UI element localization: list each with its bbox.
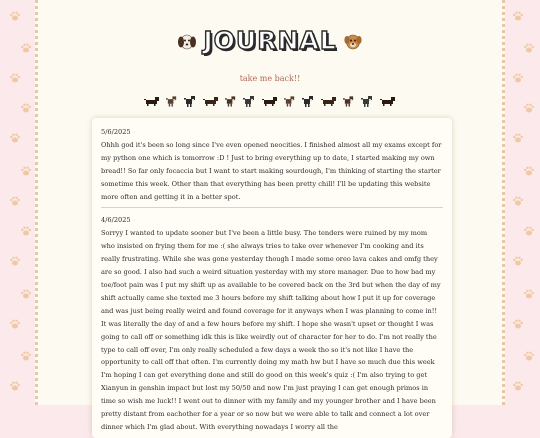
paw-print-icon	[523, 225, 535, 237]
dog-pixel-icon	[343, 95, 355, 107]
paw-print-icon	[9, 132, 21, 144]
dog-pixel-icon	[380, 95, 396, 107]
dog-pixel-icon	[203, 95, 219, 107]
journal-header	[38, 26, 502, 55]
dog-pixel-icon	[166, 95, 178, 107]
paw-print-icon	[523, 102, 535, 114]
journal-entry	[101, 126, 443, 203]
entry-date: 5/6/2025	[101, 128, 131, 136]
paw-print-icon	[523, 288, 535, 300]
paw-print-icon	[512, 132, 524, 144]
entry-date: 4/6/2025	[101, 216, 131, 225]
dog-pixel-icon	[262, 95, 278, 107]
dog-pixel-icon	[321, 95, 337, 107]
back-link[interactable]: take me back!!	[239, 74, 301, 83]
paw-print-icon	[9, 10, 21, 22]
dog-pixel-icon	[284, 95, 296, 107]
page-title: JOURNAL	[203, 26, 337, 55]
paw-print-icon	[20, 42, 32, 54]
journal-entries-card	[92, 118, 452, 438]
dog-pixel-icon	[243, 95, 256, 107]
paw-print-icon	[512, 10, 524, 22]
paw-print-icon	[512, 318, 524, 330]
paw-print-icon	[9, 380, 21, 392]
entry-body: Ohhh god it's been so long since I've even opened neocities. I finished almost all my exams except for my python one which is tomorrow :D ! Just to bring everything up to date, I started making my own bread!! So far only focaccia but I want to start making sourdough, I'm thinking of starting the starter sometime this week. Other than that everything has been pretty chill! I'll be updating this website more often and getting it in a better spot.	[101, 140, 442, 201]
paw-print-icon	[20, 288, 32, 300]
paw-print-icon	[512, 195, 524, 207]
paw-print-icon	[20, 165, 32, 177]
dog-head-icon	[343, 31, 363, 51]
paw-print-icon	[20, 225, 32, 237]
dog-pixel-icon	[184, 95, 197, 107]
paw-print-icon	[20, 350, 32, 362]
entry-body: Sorryy I wanted to update sooner but I've been a little busy. The tenders were ruined by my mom who insisted on frying them for me :( she always tries to take over whenever I'm cooking and its really frustrating. While she was gone yesterday though I made some oreo lava cakes and omfg they are so good. I also had such a weird situation yesterday with my store manager. Due to how bad my toe/foot pain was I put my shift up as available to be covered back on the 3rd but when the day of my shift actually came she texted me 3 hours before my shift talking about how I put it up for coverage and was just being really weird and found coverage for it anyways when I was planning to come in!! It was literally the day of and a few hours before my shift. I hope she wasn't upset or thought I was going to call off or something idk this is like weirdly out of character for her to do. I'm not really the type to call off ever, I'm only really scheduled a few days a week tho so it's not like I have the opportunity to call off that often. I'm currently doing my math hw but I have so much due this week I'm hoping I can get everything done and still do good on this week's quiz :( I'm also trying to get Xianyun in genshin impact but lost my 50/50 and now I'm just praying I can get enough primos in time so wish me luck!! I went out to dinner with my family and my younger brother and I have been pretty distant from eachother for a year or so now but we were able to talk and connect a lot over dinner which I'm glad about. With everything nowadays I worry all the	[101, 229, 441, 431]
paw-print-icon	[9, 318, 21, 330]
paw-print-icon	[9, 72, 21, 84]
dog-decoration-row	[38, 95, 502, 107]
dog-pixel-icon	[302, 95, 315, 107]
dog-head-icon	[177, 31, 197, 51]
dog-pixel-icon	[144, 95, 160, 107]
paw-print-icon	[9, 195, 21, 207]
journal-entry	[101, 214, 443, 433]
journal-panel	[35, 0, 505, 431]
paw-print-icon	[9, 255, 21, 267]
paw-print-icon	[512, 72, 524, 84]
dog-pixel-icon	[361, 95, 374, 107]
dog-pixel-icon	[225, 95, 237, 107]
paw-print-icon	[523, 42, 535, 54]
paw-print-icon	[20, 102, 32, 114]
paw-print-icon	[523, 165, 535, 177]
paw-print-icon	[512, 255, 524, 267]
paw-print-icon	[523, 350, 535, 362]
paw-print-icon	[512, 380, 524, 392]
entry-divider	[101, 207, 443, 208]
